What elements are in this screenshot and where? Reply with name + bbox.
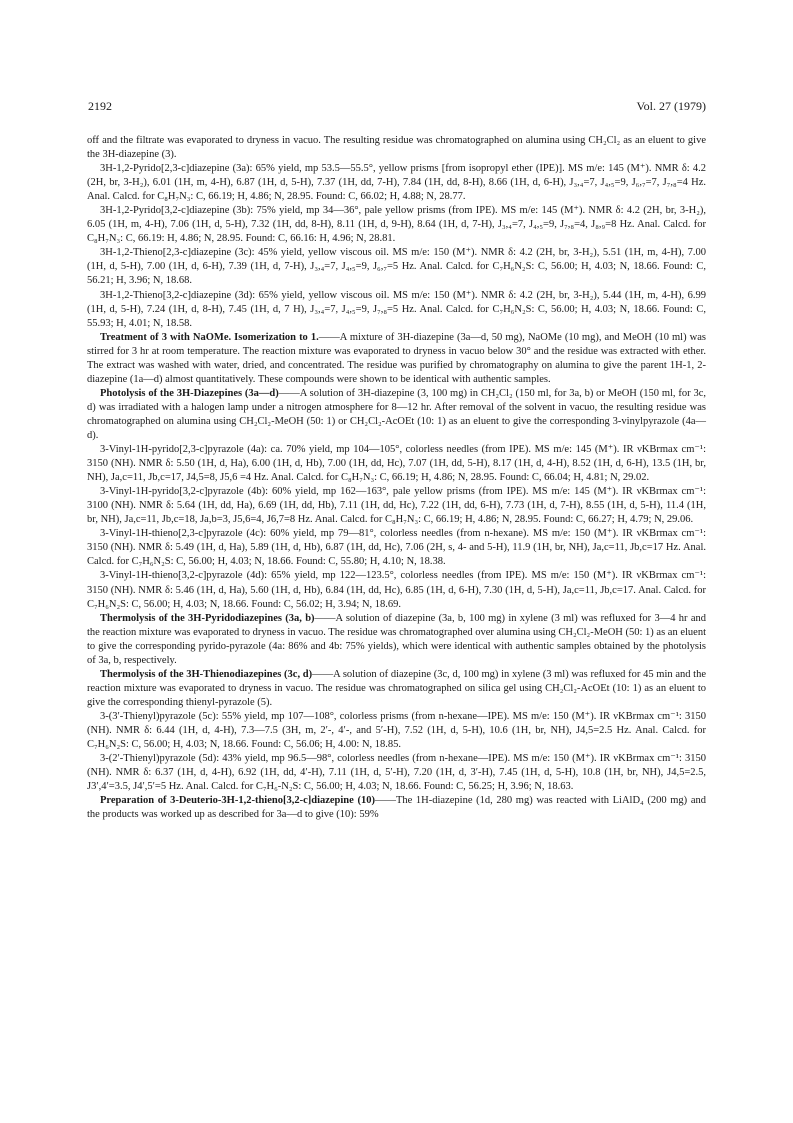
section-heading: Thermolysis of the 3H-Pyridodiazepines (3a, b) — [100, 612, 315, 624]
paragraph — [87, 794, 706, 822]
section-heading: Treatment of 3 with NaOMe. Isomerization to 1. — [100, 331, 319, 343]
paragraph-text: 3-(2′-Thienyl)pyrazole (5d): 43% yield, mp 96.5—98°, colorless needles (from n-hexane—IPE). MS m/e: 150 (M⁺). IR νKBrmax cm⁻¹: 3150 (NH). NMR δ: 6.37 (1H, d, 4-H), 6.92 (1H, dd, 4′-H), 7.11 (1H, d, 5′-H), 7.20 (1H, d, 3′-H), 7.45 (1H, d, 5-H), 10.8 (1H, br, NH), J4,5=2.5, J3′,4′=3.5, J4′,5′=5 Hz. Anal. Calcd. for C₇H₆-N₂S: C, 56.00; H, 4.03; N, 18.66. Found: C, 56.25; H, 3.96; N, 18.63. — [87, 753, 706, 793]
section-heading: Photolysis of the 3H-Diazepines (3a—d) — [100, 387, 279, 399]
paragraph — [87, 443, 706, 485]
body-text — [87, 134, 706, 822]
paragraph-text: 3H-1,2-Thieno[2,3-c]diazepine (3c): 45% yield, yellow viscous oil. MS m/e: 150 (M⁺). NMR δ: 4.2 (2H, br, 3-H₂), 5.51 (1H, m, 4-H), 7.00 (1H, d, 5-H), 7.00 (1H, d, 6-H), 7.39 (1H, d, 7-H), J₃,₄=7, J₄,₅=9, J₆,₇=5 Hz. Anal. Calcd. for C₇H₆N₂S: C, 56.00; H, 4.03; N, 18.66. Found: C, 56.21; H, 3.96; N, 18.68. — [87, 247, 706, 287]
paragraph-text: 3H-1,2-Thieno[3,2-c]diazepine (3d): 65% yield, yellow viscous oil. MS m/e: 150 (M⁺). NMR δ: 4.2 (2H, br, 3-H₂), 5.44 (1H, m, 4-H), 6.99 (1H, d, 5-H), 7.24 (1H, d, 8-H), 7.45 (1H, d, 7 H), J₃,₄=7, J₄,₅=9, J₇,₈=5 Hz. Anal. Calcd. for C₇H₆N₂S: C, 56.00; H, 4.03; N, 18.66. Found: C, 55.93; H, 4.01; N, 18.58. — [87, 289, 706, 329]
paragraph-text: 3-Vinyl-1H-pyrido[3,2-c]pyrazole (4b): 60% yield, mp 162—163°, pale yellow prisms (from IPE). MS m/e: 145 (M⁺). IR νKBrmax cm⁻¹: 3100 (NH). NMR δ: 5.64 (1H, dd, Ha), 6.69 (1H, dd, Hb), 7.11 (1H, dd, Hc), 7.22 (1H, dd, 6-H), 7.73 (1H, d, 7-H), 8.55 (1H, d, 5-H), 11.4 (1H, br, NH), Ja,c=11, Jb,c=18, Ja,b=3, J5,6=4, J6,7=8 Hz. Anal. Calcd. for C₈H₇N₃: C, 66.19; H, 4.86; N, 28.95. Found: C, 66.27; H, 4.79; N, 29.06. — [87, 486, 706, 526]
paragraph-text: ——The 1H-diazepine (1d, 280 mg) was reacted with LiAlD₄ (200 mg) and the products was worked up as described for 3a—d to give (10): 59% — [87, 795, 706, 821]
paragraph — [87, 204, 706, 246]
paragraph — [87, 569, 706, 611]
paragraph-text: ——A solution of diazepine (3c, d, 100 mg) in xylene (3 ml) was refluxed for 45 min and the reaction mixture was evaporated to dryness in vacuo. The residue was chromatographed on silica gel using CH₂Cl₂-AcOEt (10: 1) as an eluent to give the corresponding thienyl-pyrazole (5). — [87, 668, 707, 708]
paragraph — [87, 668, 706, 710]
paragraph-text: off and the filtrate was evaporated to dryness in vacuo. The resulting residue was chromatographed on alumina using CH₂Cl₂ as an eluent to give the 3H-diazepine (3). — [87, 135, 706, 161]
paragraph — [87, 134, 706, 162]
paragraph-text: 3H-1,2-Pyrido[3,2-c]diazepine (3b): 75% yield, mp 34—36°, pale yellow prisms (from IPE). MS m/e: 145 (M⁺). NMR δ: 4.2 (2H, br, 3-H₂), 6.05 (1H, m, 4-H), 7.06 (1H, d, 5-H), 7.32 (1H, dd, 8-H), 8.11 (1H, d, 9-H), 8.64 (1H, d, 7-H), J₃,₄=7, J₄,₅=9, J₇,₈=4, J₈,₉=8 Hz. Anal. Calcd. for C₈H₇N₃: C, 66.19: H, 4.86; N, 28.95. Found: C, 66.16: H, 4.96; N, 28.81. — [87, 205, 706, 245]
paragraph-text: ——A mixture of 3H-diazepine (3a—d, 50 mg), NaOMe (10 mg), and MeOH (10 ml) was stirred for 3 hr at room temperature. The reaction mixture was evaporated to dryness in vacuo below 30° and the residue was extracted with ether. The extract was washed with water, dried, and concentrated. The residue was purified by chromatography on alumina to give the parent 1H-1, 2-diazepine (1a—d) almost quantitatively. These compounds were shown to be identical with authentic samples. — [87, 331, 706, 385]
paragraph-text: 3-Vinyl-1H-pyrido[2,3-c]pyrazole (4a): ca. 70% yield, mp 104—105°, colorless needles (from IPE). MS m/e: 145 (M⁺). IR νKBrmax cm⁻¹: 3150 (NH). NMR δ: 5.50 (1H, d, Ha), 6.00 (1H, d, Hb), 7.00 (1H, dd, Hc), 7.07 (1H, dd, 5-H), 8.17 (1H, d, 4-H), 8.52 (1H, d, 6-H), 13.5 (1H, br, NH), Ja,c=11, Jb,c=17, J4,5=8, J5,6 =4 Hz. Anal. Calcd. for C₈H₇N₃: C, 66.19; H, 4.86; N, 28.95. Found: C, 66.04; H, 4.81; N, 29.02. — [87, 444, 706, 484]
paragraph-text: ——A solution of 3H-diazepine (3, 100 mg) in CH₂Cl₂ (150 ml, for 3a, b) or MeOH (150 ml, for 3c, d) was irradiated with a halogen lamp under a nitrogen atmosphere for 8—12 hr. After removal of the solvent in vacuo, the resulting residue was chromatographed on alumina using CH₂Cl₂-MeOH (50: 1) or CH₂Cl₂-AcOEt (10: 1) as an eluent to give the corresponding 3-vinylpyrazole (4a—d). — [87, 387, 706, 441]
volume-info: Vol. 27 (1979) — [636, 99, 706, 113]
paragraph — [87, 162, 706, 204]
section-heading: Preparation of 3-Deuterio-3H-1,2-thieno[3,2-c]diazepine (10) — [100, 795, 375, 807]
running-header — [88, 99, 706, 115]
paragraph — [87, 289, 706, 331]
paragraph-text: 3-Vinyl-1H-thieno[3,2-c]pyrazole (4d): 65% yield, mp 122—123.5°, colorless needles (from IPE). MS m/e: 150 (M⁺). IR νKBrmax cm⁻¹: 3150 (NH). NMR δ: 5.46 (1H, d, Ha), 5.60 (1H, d, Hb), 6.84 (1H, dd, Hc), 6.85 (1H, d, 6-H), 7.30 (1H, d, 5-H), Ja,c=11, Jb,c=17. Anal. Calcd. for C₇H₆N₂S: C, 56.00; H, 4.03; N, 18.66. Found: C, 56.02; H, 3.94; N, 18.69. — [87, 570, 706, 610]
page-number: 2192 — [88, 99, 112, 113]
paragraph — [87, 612, 706, 668]
paragraph — [87, 527, 706, 569]
paragraph-text: ——A solution of diazepine (3a, b, 100 mg) in xylene (3 ml) was refluxed for 3—4 hr and the reaction mixture was evaporated to dryness in vacuo. The residue was chromatographed over alumina using CH₂Cl₂-MeOH (50: 1) as an eluent to give the corresponding pyrido-pyrazole (4a: 86% and 4b: 75% yields), which were identical with authentic samples obtained by the photolysis of 3a, b, respectively. — [87, 612, 706, 666]
paragraph — [87, 485, 706, 527]
paragraph-text: 3H-1,2-Pyrido[2,3-c]diazepine (3a): 65% yield, mp 53.5—55.5°, yellow prisms [from isopropyl ether (IPE)]. MS m/e: 145 (M⁺). NMR δ: 4.2 (2H, br, 3-H₂), 6.01 (1H, m, 4-H), 6.87 (1H, d, 5-H), 7.37 (1H, dd, 7-H), 7.84 (1H, dd, 8-H), 8.66 (1H, d, 6-H), J₃,₄=7, J₄,₅=9, J₆,₇=7, J₇,₈=4 Hz. Anal. Calcd. for C₈H₇N₃: C, 66.19; H, 4.86; N, 28.95. Found: C, 66.02; H, 4.88; N, 28.77. — [87, 163, 706, 203]
paragraph — [87, 246, 706, 288]
paragraph-text: 3-(3′-Thienyl)pyrazole (5c): 55% yield, mp 107—108°, colorless prisms (from n-hexane—IPE). MS m/e: 150 (M⁺). IR νKBrmax cm⁻¹: 3150 (NH). NMR δ: 6.44 (1H, d, 4-H), 7.3—7.5 (3H, m, 2′-, 4′-, and 5′-H), 7.52 (1H, d, 5-H), 10.6 (1H, br, NH), J4,5=2.5 Hz. Anal. Calcd. for C₇H₆N₂S: C, 56.00; H, 4.03; N, 18.66. Found: C, 56.06; H, 4.00: N, 18.85. — [87, 710, 706, 751]
paragraph — [87, 387, 706, 443]
paragraph-text: 3-Vinyl-1H-thieno[2,3-c]pyrazole (4c): 60% yield, mp 79—81°, colorless needles (from n-hexane). MS m/e: 150 (M⁺). IR νKBrmax cm⁻¹: 3150 (NH). NMR δ: 5.49 (1H, d, Ha), 5.89 (1H, d, Hb), 6.87 (1H, dd, Hc), 7.06 (2H, s, 4- and 5-H), 11.9 (1H, br, NH), Ja,c=11, Jb,c=17 Hz. Anal. Calcd. for C₇H₆N₂S: C, 56.00; H, 4.03; N, 18.66. Found: C, 55.80; H, 4.10; N, 18.38. — [87, 528, 706, 568]
section-heading: Thermolysis of the 3H-Thienodiazepines (3c, d) — [100, 668, 313, 680]
paragraph — [87, 710, 706, 752]
paragraph — [87, 331, 706, 387]
paragraph — [87, 752, 706, 794]
